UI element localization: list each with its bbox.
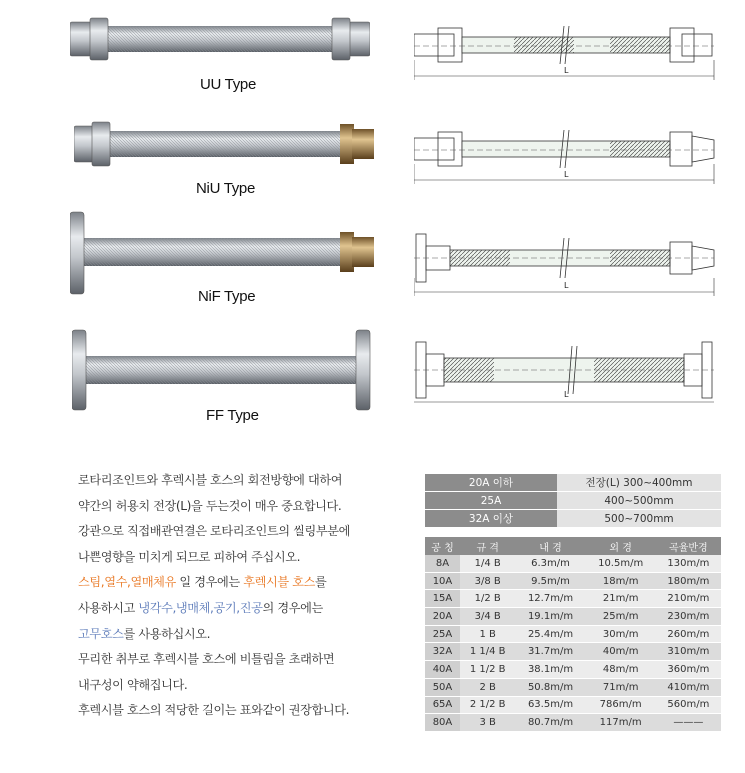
guide-line bbox=[78, 622, 408, 648]
col-header: 공 칭 bbox=[425, 537, 460, 555]
table-row bbox=[425, 474, 721, 492]
length-size: 32A 이상 bbox=[425, 510, 557, 528]
spec-table bbox=[425, 537, 721, 732]
ff-dimension-label: L bbox=[564, 390, 569, 399]
ff-type-label: FF Type bbox=[206, 407, 259, 424]
table-cell: 50.8m/m bbox=[515, 678, 585, 696]
table-cell: 12.7m/m bbox=[515, 590, 585, 608]
table-cell: 1 1/4 B bbox=[460, 643, 515, 661]
table-cell: 6.3m/m bbox=[515, 555, 585, 572]
table-row bbox=[425, 643, 721, 661]
guide-line: 약간의 허용치 전장(L)을 두는것이 매우 중요합니다. bbox=[78, 498, 342, 513]
guide-text: 를 bbox=[314, 575, 327, 590]
table-cell: 21m/m bbox=[586, 590, 656, 608]
table-cell: 63.5m/m bbox=[515, 696, 585, 714]
length-value: 500~700mm bbox=[557, 510, 721, 528]
table-cell: 80.7m/m bbox=[515, 714, 585, 732]
table-cell: 1 1/2 B bbox=[460, 661, 515, 679]
table-cell: 560m/m bbox=[656, 696, 721, 714]
table-row bbox=[425, 661, 721, 679]
guide-line: 강관으로 직접배관연결은 로타리조인트의 씰링부분에 bbox=[78, 524, 351, 539]
uu-type-hose-photo bbox=[70, 14, 370, 66]
table-cell: 786m/m bbox=[586, 696, 656, 714]
table-cell: 38.1m/m bbox=[515, 661, 585, 679]
col-header: 외 경 bbox=[586, 537, 656, 555]
table-cell: 48m/m bbox=[586, 661, 656, 679]
table-row bbox=[425, 714, 721, 732]
table-cell: 360m/m bbox=[656, 661, 721, 679]
niu-type-hose-photo bbox=[74, 118, 374, 170]
uu-type-label: UU Type bbox=[200, 76, 256, 93]
highlight-blue: 냉각수,냉매체,공기,진공 bbox=[138, 600, 263, 615]
length-size: 25A bbox=[425, 492, 557, 510]
table-row bbox=[425, 510, 721, 528]
table-header-row bbox=[425, 537, 721, 555]
col-header: 내 경 bbox=[515, 537, 585, 555]
nif-type-label: NiF Type bbox=[198, 288, 256, 305]
table-cell: 50A bbox=[425, 678, 460, 696]
ff-type-hose-photo bbox=[72, 328, 372, 412]
table-row bbox=[425, 608, 721, 626]
guide-line bbox=[78, 570, 408, 596]
table-row bbox=[425, 492, 721, 510]
guide-text: 사용하시고 bbox=[78, 600, 139, 615]
table-cell: 25A bbox=[425, 625, 460, 643]
guide-line: 무리한 취부로 후렉시블 호스에 비틀림을 초래하면 bbox=[78, 652, 335, 667]
niu-dimension-label: L bbox=[564, 170, 569, 179]
table-cell: 1/2 B bbox=[460, 590, 515, 608]
table-cell: 230m/m bbox=[656, 608, 721, 626]
table-cell: 210m/m bbox=[656, 590, 721, 608]
guide-text: 를 사용하십시오. bbox=[123, 626, 211, 641]
table-cell: 19.1m/m bbox=[515, 608, 585, 626]
table-row bbox=[425, 696, 721, 714]
table-row bbox=[425, 590, 721, 608]
niu-type-label: NiU Type bbox=[196, 180, 256, 197]
guide-text: 일 경우에는 bbox=[175, 575, 244, 590]
table-cell: 2 1/2 B bbox=[460, 696, 515, 714]
table-cell: 10.5m/m bbox=[586, 555, 656, 572]
table-cell: 40A bbox=[425, 661, 460, 679]
table-row bbox=[425, 572, 721, 590]
table-cell: 20A bbox=[425, 608, 460, 626]
length-value: 400~500mm bbox=[557, 492, 721, 510]
table-cell: 3 B bbox=[460, 714, 515, 732]
col-header: 규 격 bbox=[460, 537, 515, 555]
highlight-orange: 후렉시블 호스 bbox=[243, 575, 315, 590]
table-cell: 410m/m bbox=[656, 678, 721, 696]
table-cell: 117m/m bbox=[586, 714, 656, 732]
table-cell: 2 B bbox=[460, 678, 515, 696]
highlight-blue: 고무호스 bbox=[78, 626, 124, 641]
table-cell: 32A bbox=[425, 643, 460, 661]
table-cell: 260m/m bbox=[656, 625, 721, 643]
length-value: 전장(L) 300~400mm bbox=[557, 474, 721, 492]
table-cell: 40m/m bbox=[586, 643, 656, 661]
table-cell: 18m/m bbox=[586, 572, 656, 590]
table-cell: 10A bbox=[425, 572, 460, 590]
table-cell: 25.4m/m bbox=[515, 625, 585, 643]
guide-line: 내구성이 약해집니다. bbox=[78, 677, 188, 692]
table-cell: 180m/m bbox=[656, 572, 721, 590]
nif-type-hose-photo bbox=[70, 210, 375, 296]
table-cell: 9.5m/m bbox=[515, 572, 585, 590]
table-cell: 8A bbox=[425, 555, 460, 572]
usage-guide-text bbox=[78, 468, 408, 724]
uu-dimension-label: L bbox=[564, 66, 569, 75]
guide-line: 나쁜영향을 미치게 되므로 피하여 주십시오. bbox=[78, 549, 301, 564]
table-cell: 71m/m bbox=[586, 678, 656, 696]
highlight-orange: 스팀,열수,열매체유 bbox=[78, 575, 176, 590]
table-cell: ——— bbox=[656, 714, 721, 732]
guide-text: 의 경우에는 bbox=[262, 600, 323, 615]
guide-line: 로타리조인트와 후렉시블 호스의 회전방향에 대하여 bbox=[78, 473, 343, 487]
table-row bbox=[425, 555, 721, 572]
table-row bbox=[425, 678, 721, 696]
table-cell: 3/8 B bbox=[460, 572, 515, 590]
table-cell: 310m/m bbox=[656, 643, 721, 661]
table-row bbox=[425, 625, 721, 643]
table-cell: 31.7m/m bbox=[515, 643, 585, 661]
table-cell: 130m/m bbox=[656, 555, 721, 572]
table-cell: 1/4 B bbox=[460, 555, 515, 572]
table-cell: 3/4 B bbox=[460, 608, 515, 626]
length-table bbox=[425, 474, 721, 528]
length-size: 20A 이하 bbox=[425, 474, 557, 492]
table-cell: 15A bbox=[425, 590, 460, 608]
table-cell: 80A bbox=[425, 714, 460, 732]
guide-line bbox=[78, 596, 408, 622]
table-cell: 30m/m bbox=[586, 625, 656, 643]
table-cell: 65A bbox=[425, 696, 460, 714]
table-cell: 25m/m bbox=[586, 608, 656, 626]
table-cell: 1 B bbox=[460, 625, 515, 643]
guide-line: 후렉시블 호스의 적당한 길이는 표와같이 권장합니다. bbox=[78, 703, 350, 718]
nif-dimension-label: L bbox=[564, 281, 569, 290]
col-header: 곡율반경 bbox=[656, 537, 721, 555]
